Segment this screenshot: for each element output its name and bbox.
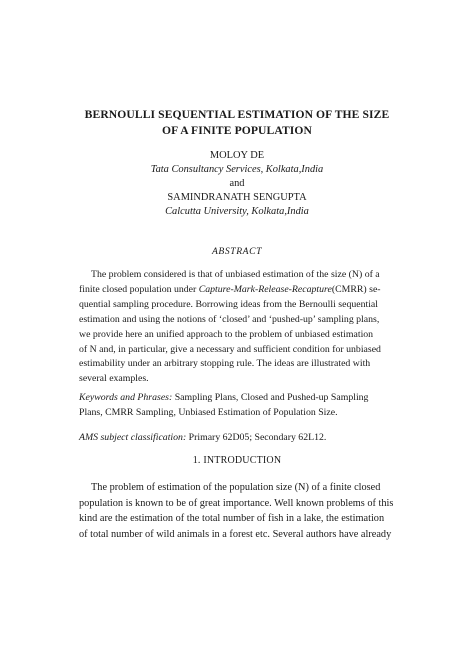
intro-line: of total number of wild animals in a forest etc. Several authors have already	[79, 528, 392, 540]
author-2: SAMINDRANATH SENGUPTA	[167, 192, 307, 203]
abstract-line: several examples.	[79, 373, 149, 385]
abstract-line	[79, 283, 381, 298]
title-line-2: OF A FINITE POPULATION	[161, 124, 313, 137]
section-heading: 1. INTRODUCTION	[192, 455, 282, 466]
cmrr-term: Capture-Mark-Release-Recapture	[198, 283, 332, 295]
keywords-text: Sampling Plans, Closed and Pushed-up Sampling	[172, 392, 369, 403]
abstract-heading: ABSTRACT	[211, 246, 263, 257]
paper-title	[60, 107, 414, 139]
abstract-line: quential sampling procedure. Borrowing ideas from the Bernoulli sequential	[79, 298, 379, 310]
author-1: MOLOY DE	[209, 150, 265, 161]
abstract-line: of N and, in particular, give a necessary and sufficient condition for unbiased	[79, 343, 381, 355]
abstract-line-text: (CMRR) se-	[331, 283, 381, 295]
ams-classification	[79, 431, 365, 446]
keywords-line: Plans, CMRR Sampling, Unbiased Estimation of Population Size.	[79, 406, 338, 418]
abstract-line-text: finite closed population under	[79, 283, 199, 295]
introduction-paragraph	[79, 480, 394, 542]
abstract-paragraph	[79, 268, 381, 387]
ams-value: Primary 62D05; Secondary 62L12.	[186, 432, 327, 443]
abstract-line: estimability under an arbitrary stopping rule. The ideas are illustrated with	[79, 358, 371, 370]
intro-line: The problem of estimation of the population size (N) of a finite closed	[91, 482, 381, 493]
affiliation-2: Calcutta University, Kolkata,India	[165, 206, 309, 217]
keywords-paragraph	[79, 391, 369, 421]
intro-line: population is known to be of great importance. Well known problems of this	[79, 497, 394, 509]
author-separator: and	[229, 178, 245, 189]
abstract-line: The problem considered is that of unbiased estimation of the size (N) of a	[91, 269, 380, 280]
affiliation-1: Tata Consultancy Services, Kolkata,India	[150, 164, 324, 175]
abstract-line: estimation and using the notions of ‘closed’ and ‘pushed-up’ sampling plans,	[79, 313, 380, 325]
intro-line: kind are the estimation of the total number of fish in a lake, the estimation	[79, 513, 385, 525]
keywords-label: Keywords and Phrases:	[79, 392, 173, 403]
ams-line	[79, 431, 365, 446]
keywords-line	[79, 391, 369, 406]
title-line-1: BERNOULLI SEQUENTIAL ESTIMATION OF THE SIZE	[84, 108, 390, 121]
abstract-line: we provide here an unified approach to the problem of unbiased estimation	[79, 328, 374, 340]
ams-label: AMS subject classification:	[79, 432, 187, 443]
